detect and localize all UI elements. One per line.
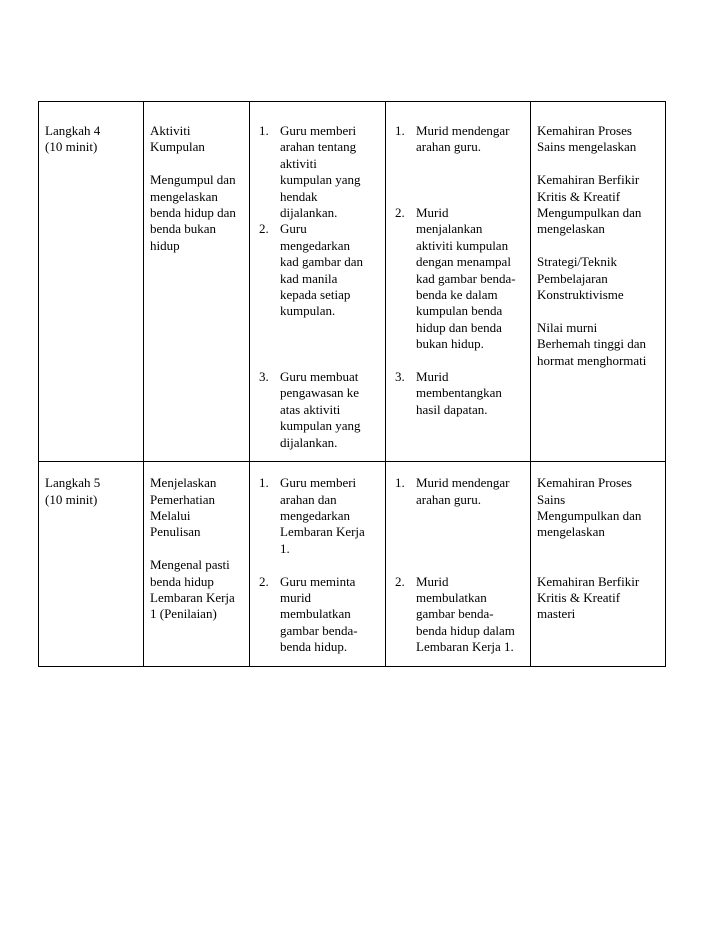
list-line: Guru memberi — [280, 475, 357, 491]
list-item — [256, 123, 379, 221]
spacer — [256, 557, 379, 573]
step-text: (10 minit) — [45, 491, 98, 507]
notes-paragraph — [537, 254, 659, 303]
list-item — [392, 205, 524, 353]
list-number: 2. — [259, 221, 269, 237]
list-line: kumpulan yang — [280, 418, 361, 434]
list-item — [392, 369, 524, 418]
list-line: Guru membuat — [280, 369, 359, 385]
notes-text: Nilai murni — [537, 319, 598, 335]
step-cell — [39, 462, 144, 666]
spacer — [392, 156, 524, 205]
activity-cell — [144, 102, 250, 462]
activity-text: hidup — [150, 237, 180, 253]
list-line: aktiviti — [280, 155, 317, 171]
list-text — [416, 475, 524, 508]
list-item — [392, 475, 524, 508]
notes-text: Kritis & Kreatif — [537, 188, 621, 204]
list-line: arahan tentang — [280, 139, 357, 155]
list-line: menjalankan — [416, 221, 483, 237]
activity-text: benda hidup — [150, 573, 214, 589]
notes-cell — [531, 102, 666, 462]
list-text — [416, 369, 524, 418]
spacer — [537, 156, 659, 172]
teacher-activity-cell — [250, 462, 386, 666]
lesson-plan-table — [38, 101, 666, 667]
list-line: 1. — [280, 540, 290, 556]
activity-text: mengelaskan — [150, 188, 218, 204]
list-item — [392, 123, 524, 156]
notes-text: Kemahiran Berfikir — [537, 573, 640, 589]
list-number: 2. — [395, 573, 405, 589]
list-line: Murid — [416, 573, 449, 589]
list-line: mengedarkan — [280, 507, 351, 523]
list-number: 1. — [395, 123, 405, 138]
list-line: Murid mendengar — [416, 123, 510, 138]
list-line: membulatkan — [416, 589, 487, 605]
list-line: kad gambar benda- — [416, 270, 516, 286]
activity-text: benda bukan — [150, 221, 217, 237]
activity-text: Penulisan — [150, 524, 201, 540]
list-number: 1. — [259, 475, 269, 491]
list-text — [280, 369, 379, 451]
list-line: bukan hidup. — [416, 336, 484, 352]
notes-text: Kritis & Kreatif — [537, 589, 621, 605]
list-text — [280, 475, 379, 557]
list-line: atas aktiviti — [280, 401, 341, 417]
activity-paragraph — [150, 172, 243, 254]
spacer — [537, 238, 659, 254]
notes-text: hormat menghormati — [537, 352, 647, 368]
notes-text: Kemahiran Proses — [537, 123, 632, 138]
list-item — [256, 221, 379, 319]
list-line: mengedarkan — [280, 237, 351, 253]
activity-text: Aktiviti — [150, 123, 191, 138]
notes-text: Pembelajaran — [537, 270, 608, 286]
list-number: 1. — [395, 475, 405, 491]
activity-paragraph — [150, 123, 243, 156]
activity-text: Pemerhatian — [150, 491, 215, 507]
list-text — [280, 123, 379, 221]
list-line: arahan guru. — [416, 491, 481, 507]
list-line: dengan menampal — [416, 254, 511, 270]
list-line: Lembaran Kerja 1. — [416, 639, 514, 655]
list-line: kad gambar dan — [280, 254, 364, 270]
activity-text: Mengenal pasti — [150, 557, 230, 573]
pupil-activity-cell — [386, 462, 531, 666]
list-line: arahan dan — [280, 491, 337, 507]
notes-text: Berhemah tinggi dan — [537, 336, 647, 352]
list-text — [280, 574, 379, 656]
table-row — [39, 102, 666, 462]
spacer — [150, 156, 243, 172]
activity-cell — [144, 462, 250, 666]
notes-paragraph — [537, 172, 659, 238]
step-text: Langkah 5 — [45, 475, 101, 491]
notes-text: Sains — [537, 491, 566, 507]
list-text — [416, 205, 524, 353]
list-text — [416, 574, 524, 656]
list-line: kumpulan yang — [280, 172, 361, 188]
activity-text: Melalui — [150, 507, 191, 523]
list-line: Guru memberi — [280, 123, 357, 138]
notes-text: Mengumpulkan dan — [537, 205, 642, 221]
notes-paragraph — [537, 320, 659, 369]
table-row — [39, 462, 666, 666]
list-number: 2. — [259, 573, 269, 589]
list-text — [416, 123, 524, 156]
spacer — [392, 508, 524, 574]
list-line: membulatkan — [280, 606, 351, 622]
step-cell — [39, 102, 144, 462]
spacer — [150, 541, 243, 557]
activity-text: 1 (Penilaian) — [150, 606, 217, 622]
notes-paragraph — [537, 475, 659, 541]
step-text: (10 minit) — [45, 139, 98, 155]
list-line: gambar benda- — [280, 622, 358, 638]
list-line: hidup dan benda — [416, 319, 502, 335]
notes-text: mengelaskan — [537, 524, 605, 540]
list-line: kumpulan. — [280, 303, 336, 319]
notes-text: mengelaskan — [537, 221, 605, 237]
list-line: arahan guru. — [416, 139, 481, 155]
activity-text: Lembaran Kerja — [150, 589, 235, 605]
spacer — [256, 320, 379, 369]
list-line: gambar benda- — [416, 606, 494, 622]
notes-paragraph — [537, 123, 659, 156]
list-line: dijalankan. — [280, 434, 338, 450]
notes-text: Strategi/Teknik — [537, 254, 617, 270]
list-line: kumpulan benda — [416, 303, 503, 319]
list-line: kad manila — [280, 270, 338, 286]
list-item — [256, 574, 379, 656]
activity-paragraph — [150, 475, 243, 541]
list-line: Guru meminta — [280, 573, 356, 589]
spacer — [537, 303, 659, 319]
list-line: benda hidup dalam — [416, 622, 515, 638]
list-line: Murid — [416, 205, 449, 220]
spacer — [537, 541, 659, 574]
list-line: Lembaran Kerja — [280, 524, 365, 540]
notes-text: Mengumpulkan dan — [537, 507, 642, 523]
teacher-activity-cell — [250, 102, 386, 462]
notes-text: Konstruktivisme — [537, 287, 624, 303]
activity-text: benda hidup dan — [150, 205, 236, 221]
notes-text: masteri — [537, 606, 576, 622]
notes-text: Kemahiran Proses — [537, 475, 632, 491]
list-line: aktiviti kumpulan — [416, 237, 509, 253]
list-line: pengawasan ke — [280, 385, 360, 401]
list-item — [256, 475, 379, 557]
list-line: hasil dapatan. — [416, 401, 488, 417]
list-line: Murid mendengar — [416, 475, 510, 491]
activity-text: Kumpulan — [150, 139, 205, 155]
list-line: benda ke dalam — [416, 287, 498, 303]
step-text: Langkah 4 — [45, 123, 101, 138]
list-line: dijalankan. — [280, 205, 338, 221]
list-line: murid — [280, 589, 312, 605]
list-item — [392, 574, 524, 656]
list-line: Murid — [416, 369, 449, 385]
list-line: Guru — [280, 221, 307, 237]
notes-text: Sains mengelaskan — [537, 139, 637, 155]
list-number: 3. — [259, 369, 269, 385]
spacer — [392, 353, 524, 369]
list-number: 2. — [395, 205, 405, 220]
list-number: 1. — [259, 123, 269, 138]
list-item — [256, 369, 379, 451]
list-number: 3. — [395, 369, 405, 385]
list-line: hendak — [280, 188, 318, 204]
list-line: kepada setiap — [280, 287, 351, 303]
notes-paragraph — [537, 574, 659, 623]
activity-text: Menjelaskan — [150, 475, 217, 491]
notes-text: Kemahiran Berfikir — [537, 172, 640, 188]
notes-cell — [531, 462, 666, 666]
list-line: membentangkan — [416, 385, 502, 401]
list-text — [280, 221, 379, 319]
pupil-activity-cell — [386, 102, 531, 462]
activity-text: Mengumpul dan — [150, 172, 236, 188]
activity-paragraph — [150, 557, 243, 623]
list-line: benda hidup. — [280, 639, 348, 655]
